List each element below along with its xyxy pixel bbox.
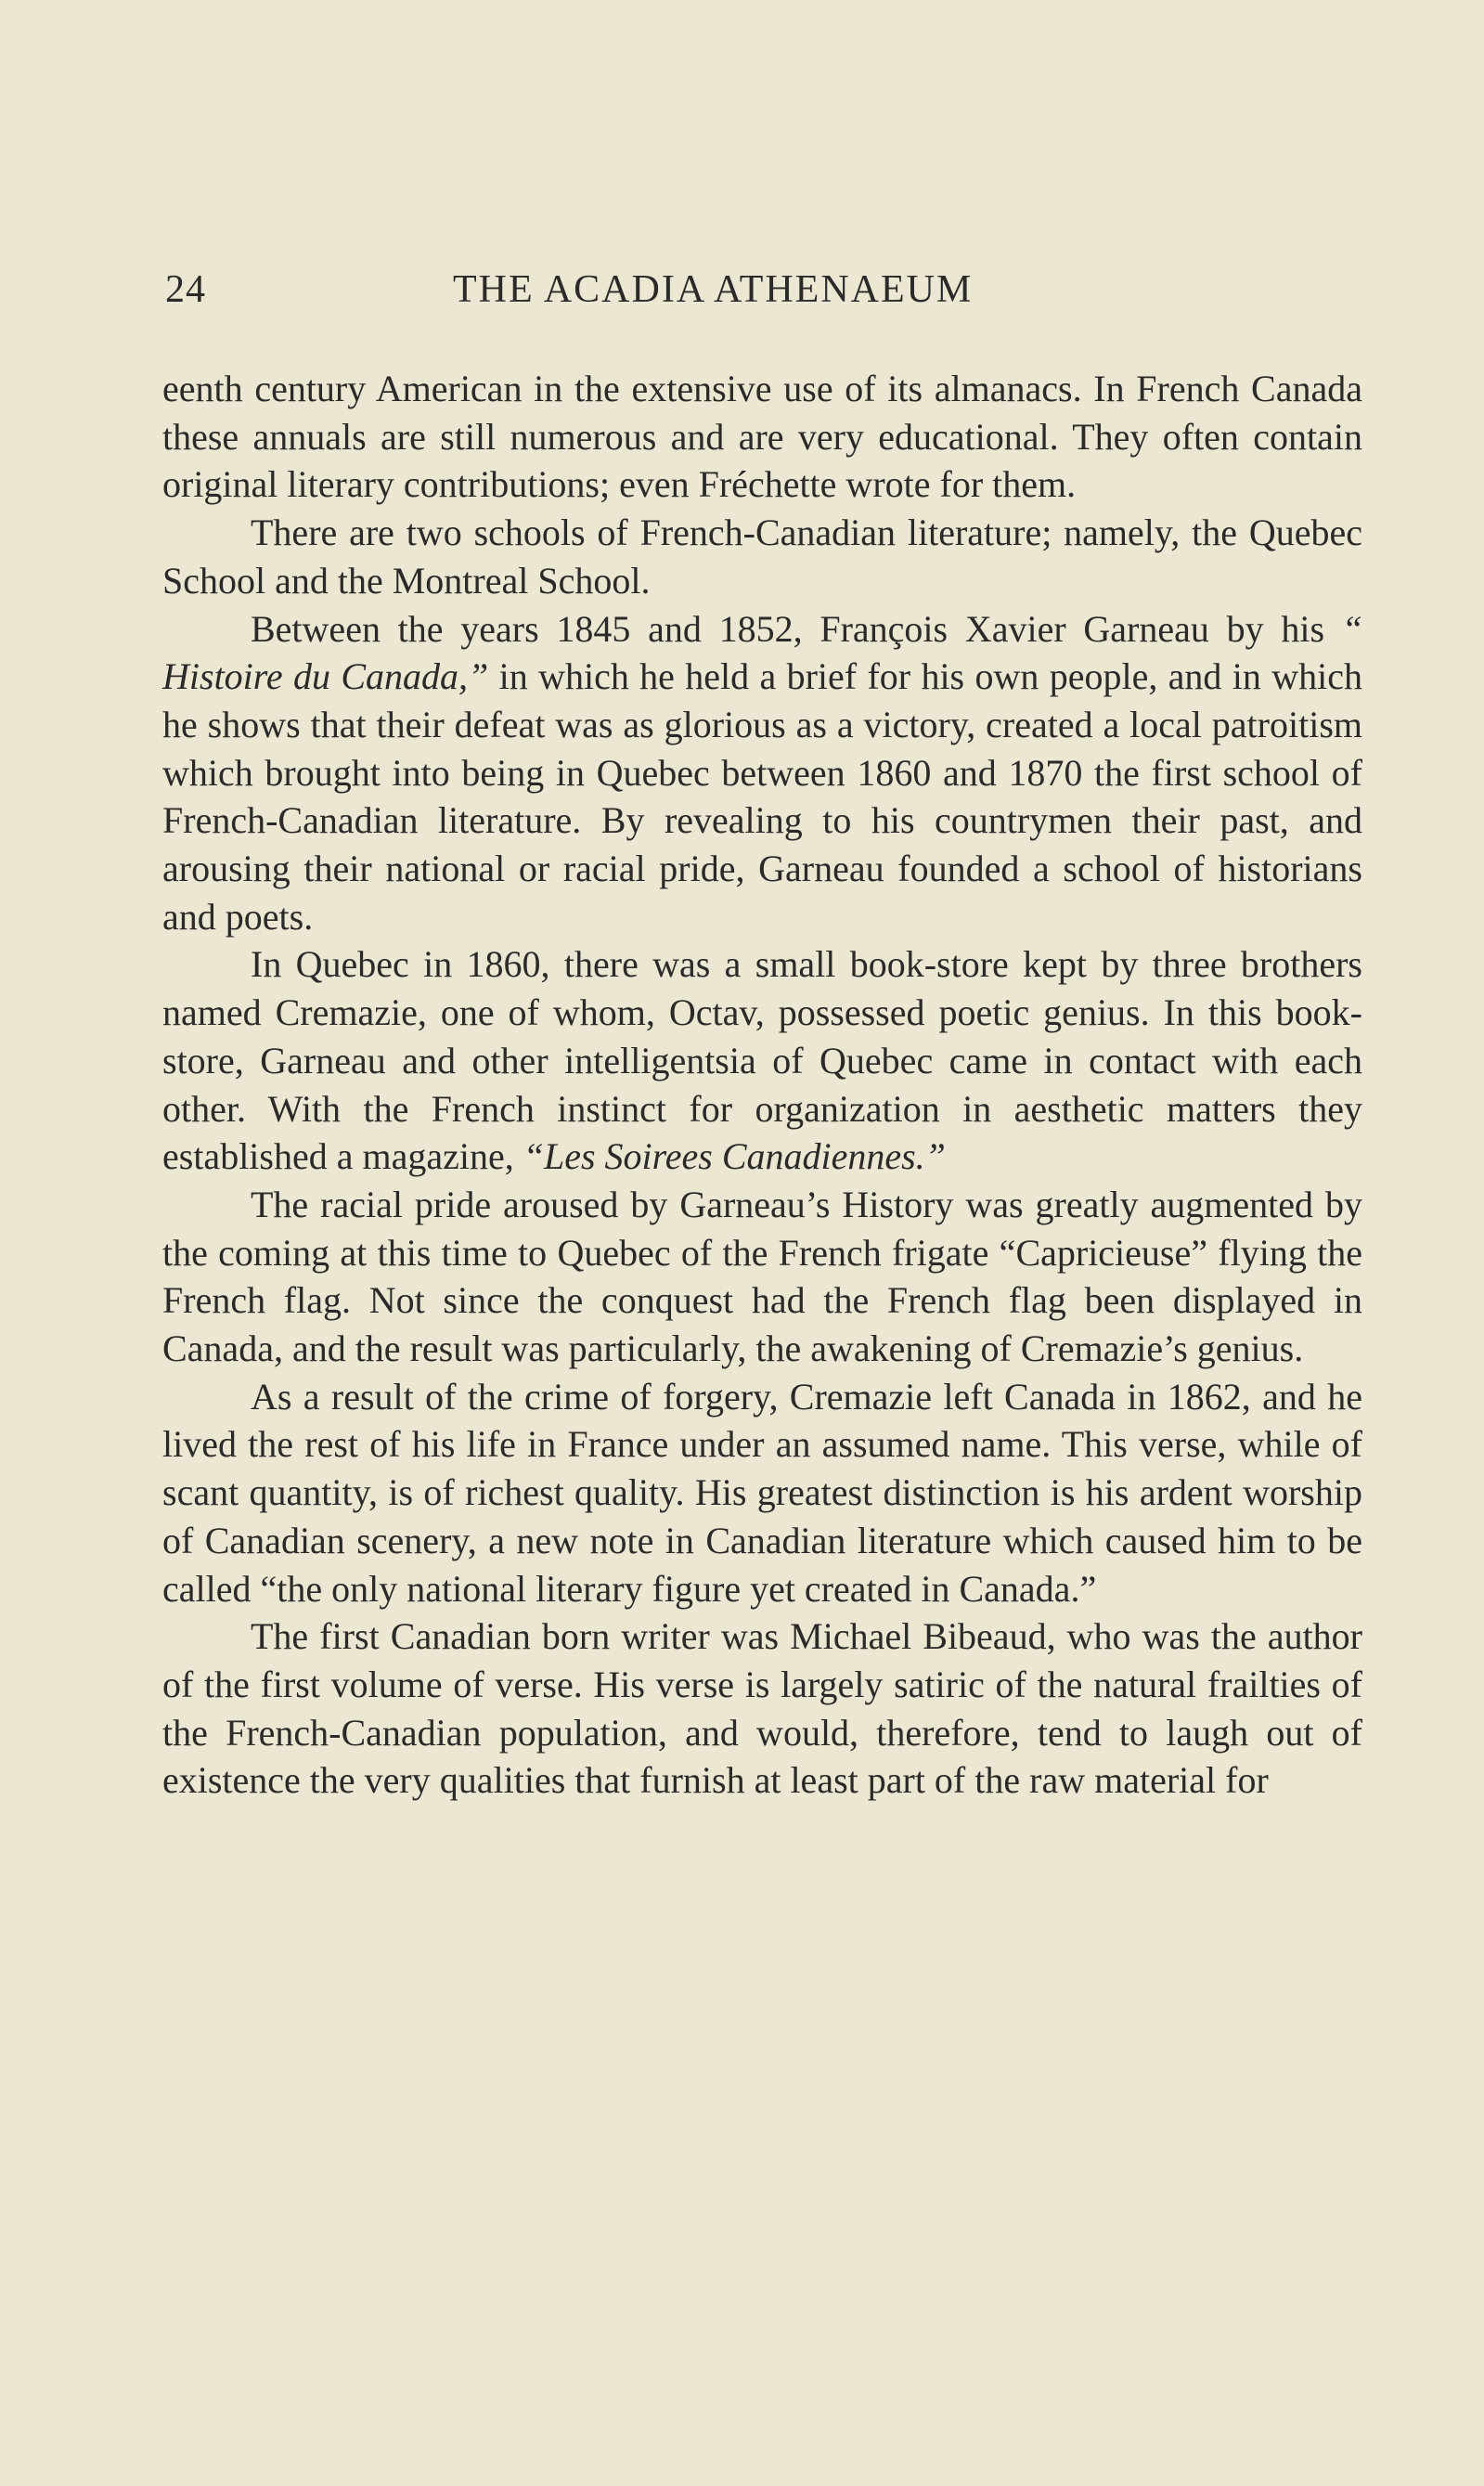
magazine-title: “Les Soirees Canadiennes.” [523,1135,946,1178]
paragraph-schools [162,509,1362,604]
running-title: THE ACADIA ATHENAEUM [453,268,974,311]
paragraph-forgery [162,1373,1362,1613]
paragraph-text: The first Canadian born writer was Michael Bibeaud, who was the author of the first volume of verse. His verse is largely satiric of the natural frailties of the French-Canadian population, and would, therefore, tend to laugh out of existence the very qualities that furnish at least part of the raw material for [162,1615,1362,1802]
paragraph-text: in which he held a brief for his own people, and in which he shows that their defeat was as glorious as a victory, created a local patroitism which brought into being in Quebec between 1860 and 1870 the first school of French-Canadian literature. By revealing to his countrymen their past, and arousing their national or racial pride, Garneau founded a school of historians and poets. [162,655,1363,938]
paragraph-text: The racial pride aroused by Garneau’s History was greatly augmented by the coming at this time to Quebec of the French frigate “Capricieuse” flying the French flag. Not since the conquest had the French flag been displayed in Canada, and the result was particularly, the awakening of Cremazie’s genius. [162,1183,1362,1370]
paragraph-text: There are two schools of French-Canadian literature; namely, the Quebec School and the Montreal School. [162,511,1362,602]
paragraph-text: Between the years 1845 and 1852, François Xavier Garneau by his [251,607,1342,650]
paragraph-almanacs [162,365,1362,509]
paragraph-bibeaud [162,1612,1362,1805]
page-number: 24 [165,268,206,311]
book-title-histoire: “ Histoire du Canada,” [162,607,1362,698]
body-text [162,365,1362,1805]
paragraph-text: eenth century American in the extensive use of its almanacs. In French Canada these annuals are still numerous and are very educational. They often contain original literary contributions; even Fréchette wrote for them. [162,368,1362,506]
page-header [165,267,1362,323]
paragraph-cremazie-bookstore [162,940,1362,1181]
paragraph-text: In Quebec in 1860, there was a small book-store kept by three brothers named Cremazie, one of whom, Octav, possessed poetic genius. In this book-store, Garneau and other intelligentsia of Quebec came in contact with each other. With the French instinct for organization in aesthetic matters they established a magazine, [162,943,1362,1178]
paragraph-garneau [162,605,1362,941]
paragraph-text: As a result of the crime of forgery, Cremazie left Canada in 1862, and he lived the rest of his life in France under an assumed name. This verse, while of scant quantity, is of richest quality. His greatest distinction is his ardent worship of Canadian scenery, a new note in Canadian literature which caused him to be called “the only national literary figure yet created in Canada.” [162,1375,1362,1610]
paragraph-racial-pride [162,1181,1362,1373]
